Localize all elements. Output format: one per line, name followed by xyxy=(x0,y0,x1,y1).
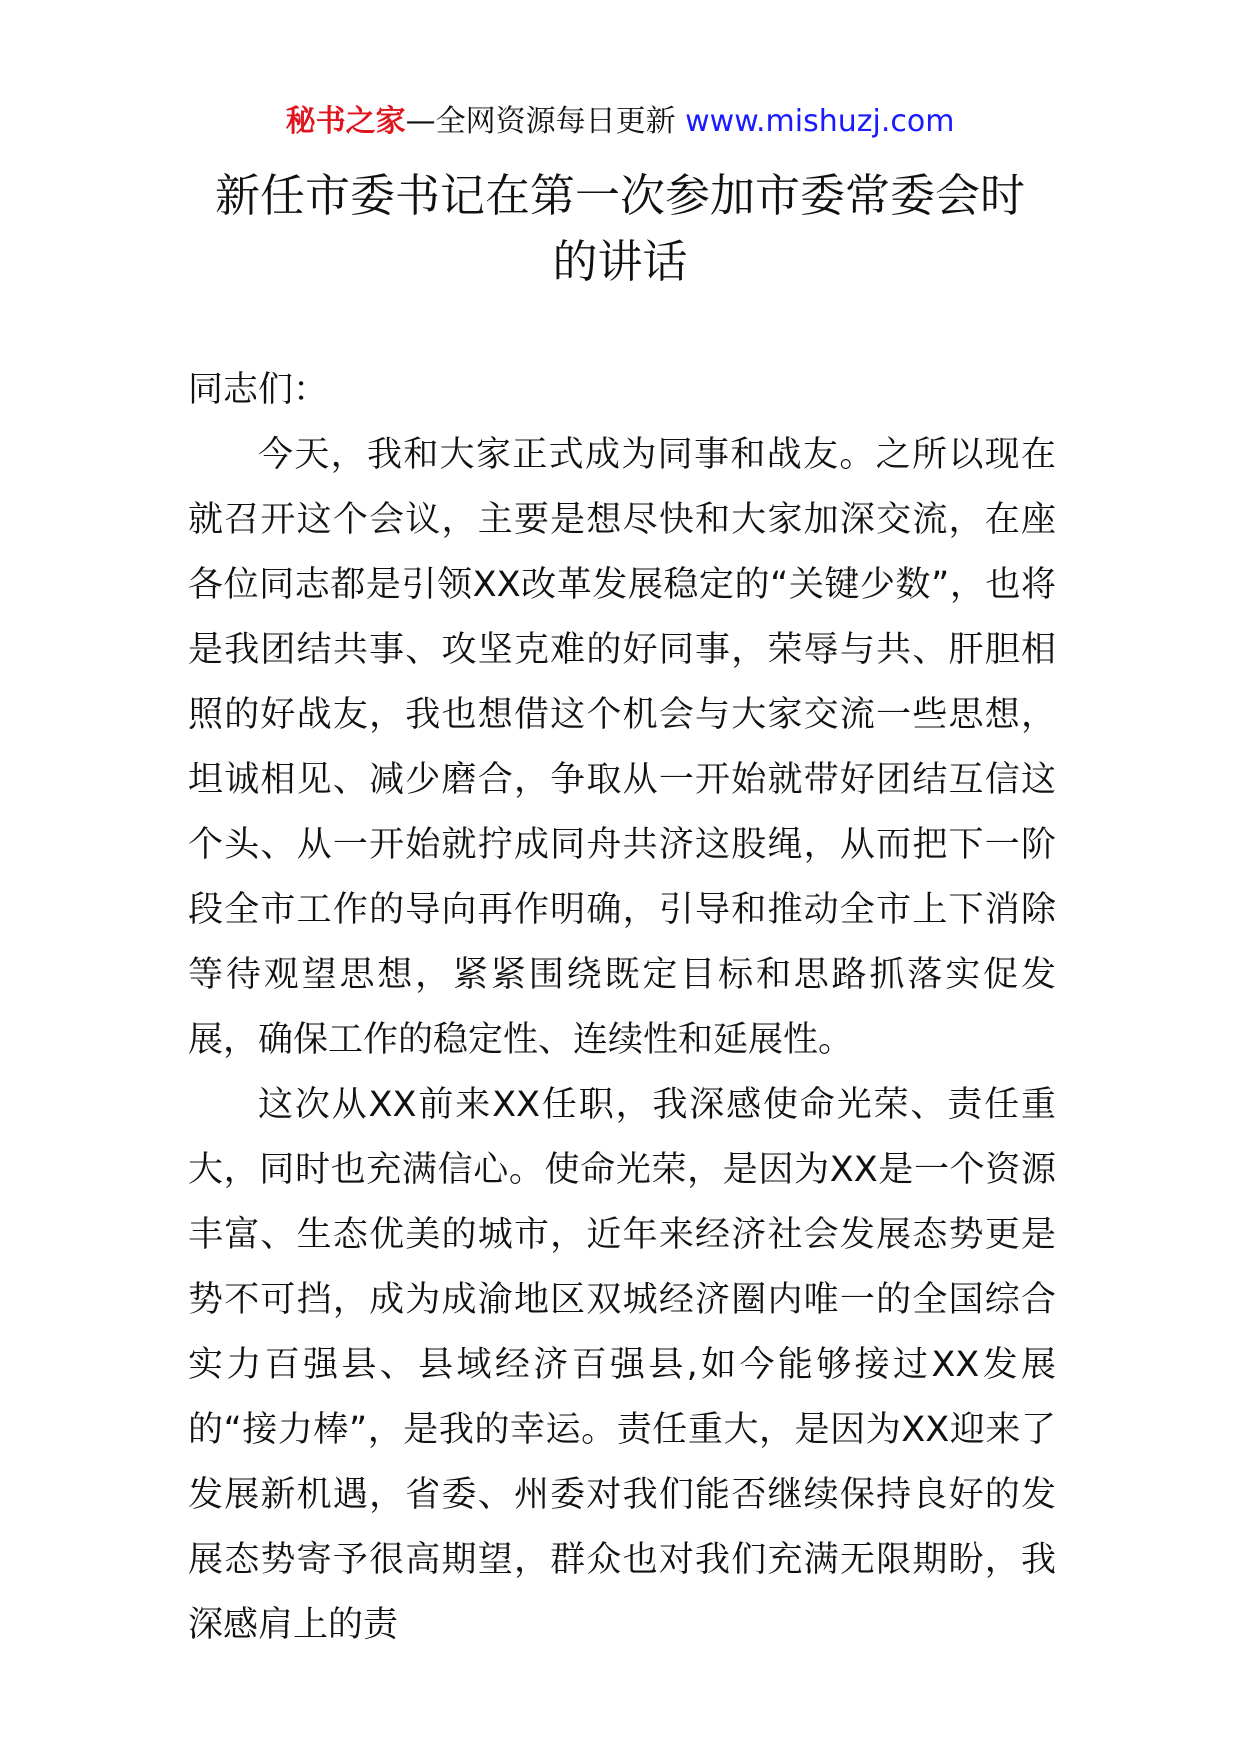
document-title-line-1: 新任市委书记在第一次参加市委常委会时 xyxy=(214,169,1025,222)
document-body xyxy=(188,358,1056,1658)
salutation: 同志们： xyxy=(188,370,329,410)
document-title xyxy=(190,163,1050,295)
site-header xyxy=(0,102,1240,142)
paragraph-1: 今天，我和大家正式成为同事和战友。之所以现在就召开这个会议，主要是想尽快和大家加深交流，在座各位同志都是引领XX改革发展稳定的“关键少数”，也将是我团结共事、攻坚克难的好同事，荣辱与共、肝胆相照的好战友，我也想借这个机会与大家交流一些思想，坦诚相见、减少磨合，争取从一开始就带好团结互信这个头、从一开始就拧成同舟共济这股绳，从而把下一阶段全市工作的导向再作明确，引导和推动全市上下消除等待观望思想，紧紧围绕既定目标和思路抓落实促发展，确保工作的稳定性、连续性和延展性。 xyxy=(188,435,1056,1060)
paragraph-2: 这次从XX前来XX任职，我深感使命光荣、责任重大，同时也充满信心。使命光荣，是因为XX是一个资源丰富、生态优美的城市，近年来经济社会发展态势更是势不可挡，成为成渝地区双城经济圈内唯一的全国综合实力百强县、县域经济百强县,如今能够接过XX发展的“接力棒”，是我的幸运。责任重大，是因为XX迎来了发展新机遇，省委、州委对我们能否继续保持良好的发展态势寄予很高期望，群众也对我们充满无限期盼，我深感肩上的责 xyxy=(188,1085,1056,1645)
site-name: 秘书之家 xyxy=(285,104,406,139)
site-url-link[interactable]: www.mishuzj.com xyxy=(685,104,955,139)
document-title-line-2: 的讲话 xyxy=(552,235,688,288)
site-slogan: —全网资源每日更新 xyxy=(405,104,676,139)
